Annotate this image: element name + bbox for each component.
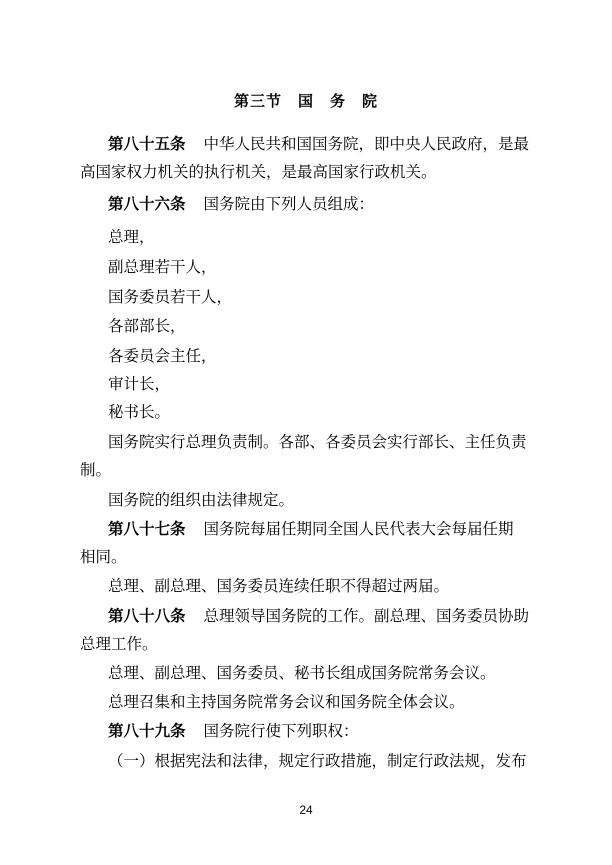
paragraph-executive-meeting: 总理、副总理、国务委员、秘书长组成国务院常务会议。 — [108, 664, 496, 682]
paragraph-term-limit: 总理、副总理、国务委员连续任职不得超过两届。 — [108, 577, 450, 595]
article-88 — [108, 605, 568, 627]
article-label: 第八十五条 — [108, 134, 186, 153]
member-item: 总理， — [108, 228, 155, 246]
member-item: 副总理若干人， — [108, 258, 217, 276]
member-item: 各部部长， — [108, 317, 186, 335]
article-label: 第八十七条 — [108, 519, 186, 538]
article-label: 第八十八条 — [108, 606, 186, 625]
article-label: 第八十九条 — [108, 721, 186, 740]
member-item: 秘书长。 — [108, 403, 171, 421]
article-88-continuation: 总理工作。 — [80, 635, 158, 653]
article-label: 第八十六条 — [108, 194, 186, 213]
paragraph-power-1: （一）根据宪法和法律，规定行政措施，制定行政法规，发布 — [108, 752, 527, 770]
article-85 — [108, 133, 568, 155]
article-text: 中华人民共和国国务院，即中央人民政府，是最 — [203, 135, 530, 153]
paragraph-premier-responsibility: 国务院实行总理负责制。各部、各委员会实行部长、主任负责 — [108, 433, 527, 451]
article-87-continuation: 相同。 — [80, 548, 127, 566]
article-text: 国务院由下列人员组成： — [203, 195, 375, 213]
member-item: 国务委员若干人， — [108, 288, 233, 306]
article-89 — [108, 720, 568, 742]
paragraph-organization-law: 国务院的组织由法律规定。 — [108, 491, 295, 509]
article-text: 国务院每届任期同全国人民代表大会每届任期 — [203, 520, 514, 538]
member-item: 审计长， — [108, 375, 171, 393]
article-85-continuation: 高国家权力机关的执行机关，是最高国家行政机关。 — [80, 163, 437, 181]
paragraph-convene-meetings: 总理召集和主持国务院常务会议和国务院全体会议。 — [108, 693, 465, 711]
article-86 — [108, 193, 568, 215]
section-title: 第三节 国 务 院 — [233, 92, 378, 110]
article-text: 国务院行使下列职权： — [203, 722, 359, 740]
article-87 — [108, 518, 568, 540]
member-item: 各委员会主任， — [108, 347, 217, 365]
page-number: 24 — [299, 803, 313, 817]
paragraph-premier-responsibility-cont: 制。 — [80, 461, 112, 479]
article-text: 总理领导国务院的工作。副总理、国务委员协助 — [203, 607, 530, 625]
